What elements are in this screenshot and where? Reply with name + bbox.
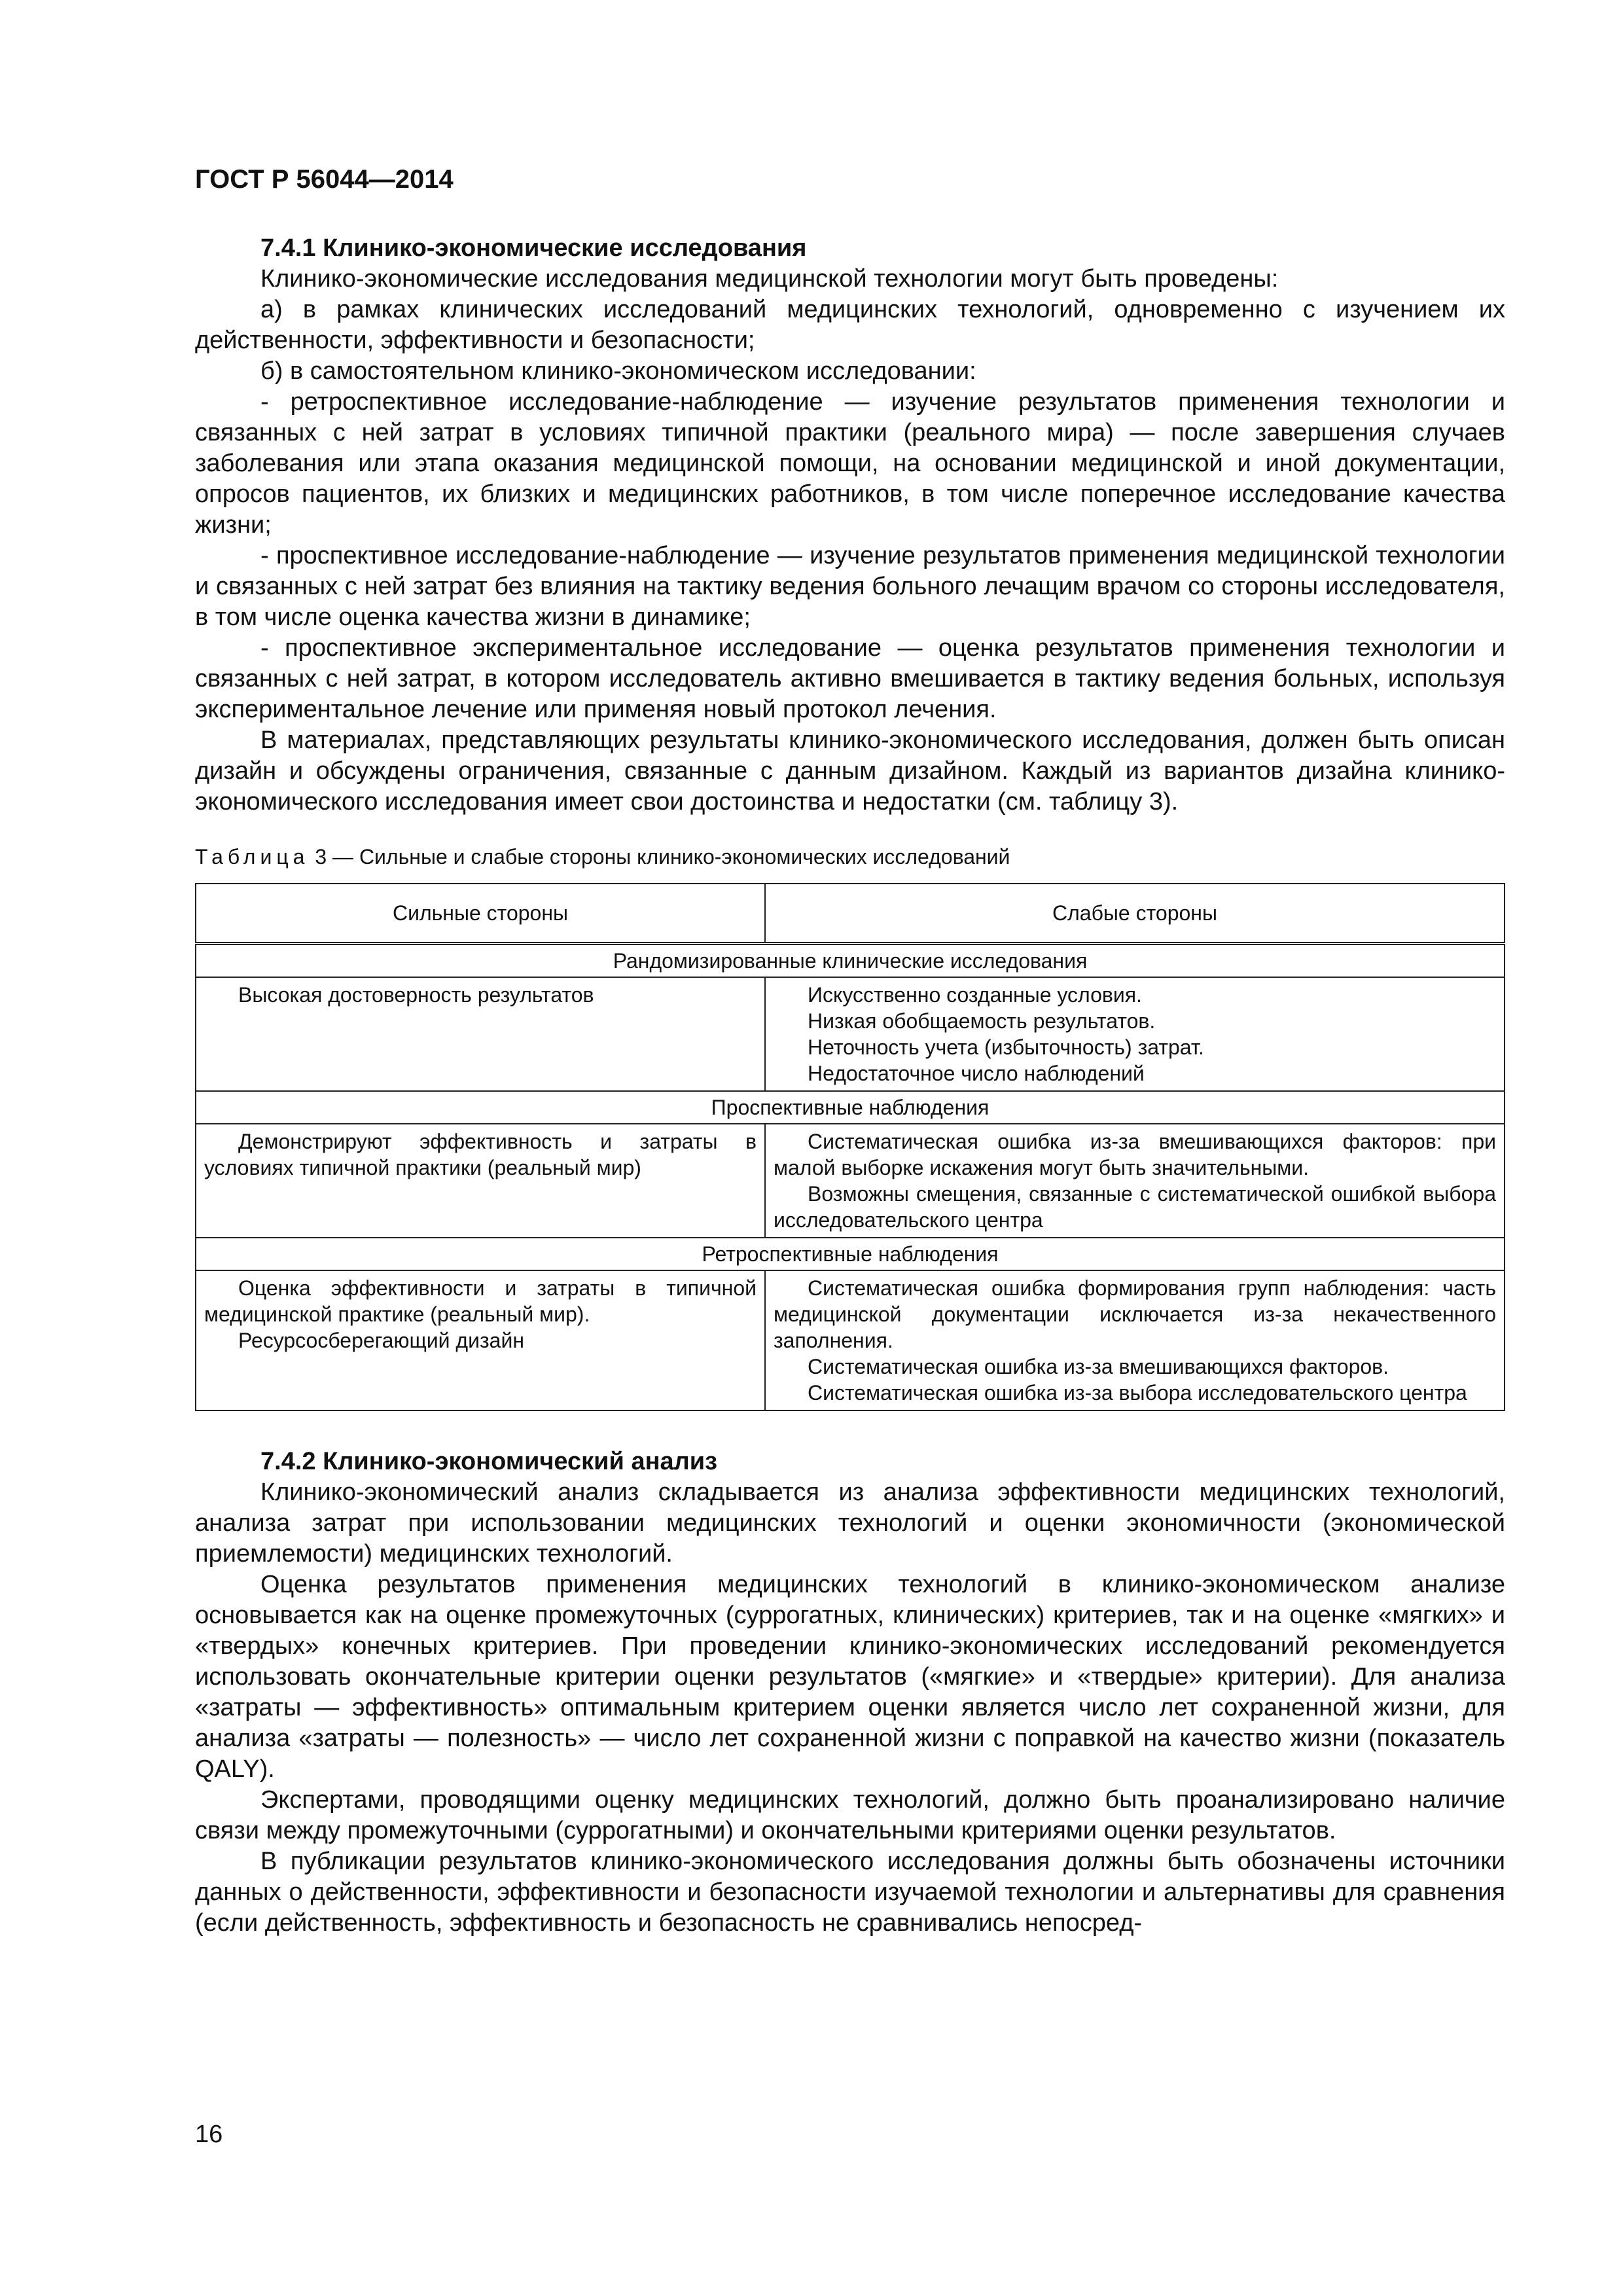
paragraph: - проспективное исследование-наблюдение — изучение результатов применения медицинской технологии и связанных с ней затрат без влияния на тактику ведения больного лечащим врачом со стороны исследователя, в том числе оценка качества жизни в динамике; [195, 542, 1505, 631]
paragraph: - ретроспективное исследование-наблюдение — изучение результатов применения технологии и связанных с ней затрат в условиях типичной практики (реального мира) — после завершения случаев заболевания или этапа оказания медицинской помощи, на основании медицинской и иной документации, опросов пациентов, их близких и медицинских работников, в том числе поперечное исследование качества жизни; [195, 388, 1505, 539]
table-header-row [196, 884, 1505, 944]
strong-cell [196, 1124, 765, 1238]
spacer [195, 1411, 1505, 1446]
paragraph: - проспективное экспериментальное исследование — оценка результатов применения технологии и связанных с ней затрат, в котором исследователь активно вмешивается в тактику ведения больных, используя экспериментальное лечение или применяя новый протокол лечения. [195, 634, 1505, 723]
cell-text: Оценка эффективности и затраты в типичной медицинской практике (реальный мир). [204, 1276, 757, 1326]
table-3 [195, 883, 1505, 1411]
column-header-strong: Сильные стороны [196, 884, 765, 944]
table-caption [195, 844, 1505, 870]
paragraph: Клинико-экономические исследования медицинской технологии могут быть проведены: [260, 265, 1279, 293]
paragraph: В материалах, представляющих результаты клинико-экономического исследования, должен быть описан дизайн и обсуждены ограничения, связанные с данным дизайном. Каждый из вариантов дизайна клинико-экономического исследования имеет свои достоинства и недостатки (см. таблицу 3). [195, 726, 1505, 816]
group-row [196, 944, 1505, 978]
paragraph: Клинико-экономический анализ складывается из анализа эффективности медицинских технологий, анализа затрат при использовании медицинских технологий и оценки экономичности (экономической приемлемости) медицинских технологий. [195, 1479, 1505, 1568]
cell-text: Недостаточное число наблюдений [808, 1062, 1145, 1085]
page-number: 16 [195, 2121, 223, 2148]
table-row [196, 977, 1505, 1091]
group-title: Ретроспективные наблюдения [196, 1238, 1505, 1270]
paragraph: Оценка результатов применения медицинских технологий в клинико-экономическом анализе основывается как на оценке промежуточных (суррогатных, клинических) критериев, так и на оценке «мягких» и «твердых» конечных критериев. При проведении клинико-экономических исследований рекомендуется использовать окончательные критерии оценки результатов («мягкие» и «твердые» критерии). Для анализа «затраты — эффективность» оптимальным критерием оценки является число лет сохраненной жизни, для анализа «затраты — полезность» — число лет сохраненной жизни с поправкой на качество жизни (показатель QALY). [195, 1571, 1505, 1783]
table-caption-label: Таблица [195, 845, 310, 869]
cell-text: Систематическая ошибка формирования групп наблюдения: часть медицинской документации исключается из-за некачественного заполнения. [774, 1276, 1496, 1352]
strong-cell [196, 1270, 765, 1410]
section-title: 7.4.2 Клинико-экономический анализ [260, 1448, 718, 1475]
cell-text: Неточность учета (избыточность) затрат. [808, 1035, 1204, 1059]
cell-text: Систематическая ошибка из-за выбора исследовательского центра [808, 1381, 1467, 1405]
weak-cell [765, 1270, 1505, 1410]
cell-text: Высокая достоверность результатов [238, 983, 594, 1007]
cell-text: Возможны смещения, связанные с систематической ошибкой выбора исследовательского центра [774, 1182, 1496, 1232]
table-caption-text: 3 — Сильные и слабые стороны клинико-экономических исследований [309, 845, 1010, 869]
paragraph: а) в рамках клинических исследований медицинских технологий, одновременно с изучением их действенности, эффективности и безопасности; [195, 296, 1505, 354]
cell-text: Ресурсосберегающий дизайн [238, 1329, 524, 1352]
section-7-4-2 [195, 1446, 1505, 1939]
cell-text: Демонстрируют эффективность и затраты в условиях типичной практики (реальный мир) [204, 1130, 757, 1179]
cell-text: Систематическая ошибка из-за вмешивающихся факторов. [808, 1355, 1389, 1378]
column-header-weak: Слабые стороны [765, 884, 1505, 944]
cell-text: Искусственно созданные условия. [808, 983, 1142, 1007]
group-title: Проспективные наблюдения [196, 1091, 1505, 1124]
standard-header: ГОСТ Р 56044—2014 [195, 165, 454, 194]
paragraph: Экспертами, проводящими оценку медицинских технологий, должно быть проанализировано наличие связи между промежуточными (суррогатными) и окончательными критериями оценки результатов. [195, 1786, 1505, 1844]
paragraph: В публикации результатов клинико-экономического исследования должны быть обозначены источники данных о действенности, эффективности и безопасности изучаемой технологии и альтернативы для сравнения (если действенность, эффективность и безопасность не сравнивались непосред- [195, 1848, 1505, 1937]
cell-text: Низкая обобщаемость результатов. [808, 1009, 1156, 1033]
strong-cell [196, 977, 765, 1091]
section-title: 7.4.1 Клинико-экономические исследования [260, 234, 807, 262]
group-title: Рандомизированные клинические исследования [196, 944, 1505, 978]
table-row [196, 1270, 1505, 1410]
section-7-4-1 [195, 233, 1505, 817]
table-row [196, 1124, 1505, 1238]
weak-cell [765, 1124, 1505, 1238]
cell-text: Систематическая ошибка из-за вмешивающихся факторов: при малой выборке искажения могут быть значительными. [774, 1130, 1496, 1179]
paragraph: б) в самостоятельном клинико-экономическом исследовании: [260, 357, 976, 385]
weak-cell [765, 977, 1505, 1091]
group-row [196, 1238, 1505, 1270]
group-row [196, 1091, 1505, 1124]
document-page [195, 164, 1505, 1939]
